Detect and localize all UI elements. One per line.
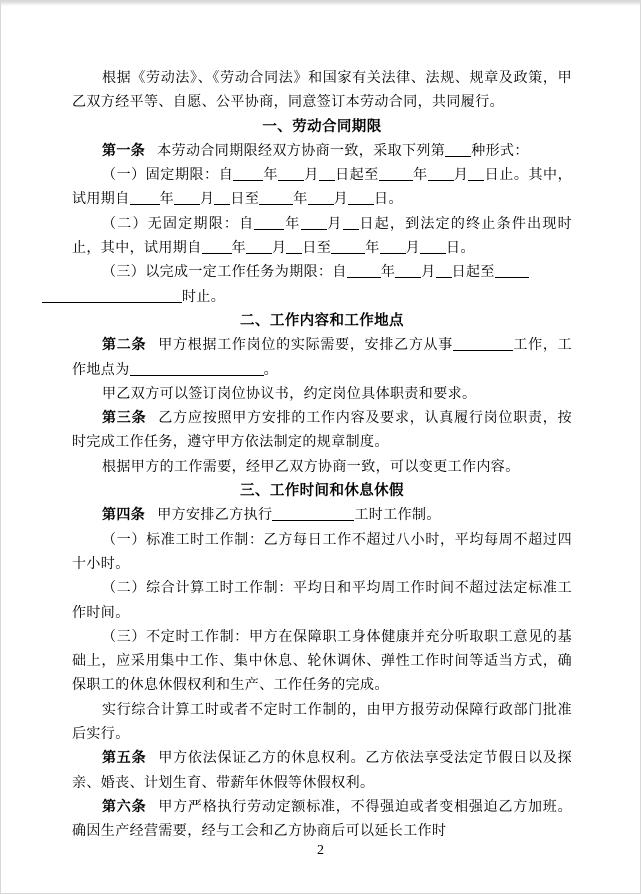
article-1-option-1 — [72, 163, 572, 212]
article-4 — [72, 503, 572, 527]
article-2-text: 工作，工作地点为 — [72, 337, 573, 378]
option-text: 时止。 — [182, 288, 226, 305]
article-6-label: 第六条 — [102, 798, 147, 815]
article-4-text: 甲方安排乙方执行 — [157, 507, 273, 524]
option-text: 日。 — [374, 191, 403, 208]
article-2-text: 甲方根据工作岗位的实际需要，安排乙方从事 — [158, 337, 454, 354]
article-1-option-3 — [72, 260, 572, 309]
article-2-text: 。 — [263, 361, 279, 378]
blank-field[interactable] — [331, 239, 365, 254]
blank-field[interactable] — [286, 239, 302, 254]
option-text: 月 — [200, 191, 215, 208]
option-text: 月 — [333, 191, 349, 208]
blank-field[interactable] — [42, 288, 182, 303]
blank-field[interactable] — [453, 336, 513, 351]
blank-field[interactable] — [420, 239, 446, 254]
blank-field[interactable] — [379, 166, 413, 181]
article-4-note: 实行综合计算工时或者不定时工作制的，由甲方报劳动保障行政部门批准后实行。 — [72, 701, 572, 743]
article-3-text: 乙方应按照甲方安排的工作内容及要求，认真履行岗位职责，按时完成工作任务，遵守甲方依法制定的规章制度。 — [72, 410, 572, 451]
blank-field[interactable] — [319, 166, 335, 181]
blank-field[interactable] — [174, 190, 200, 205]
option-text: 日起，到法定的终止条件出现时止，其中，试用期自 — [72, 215, 572, 257]
blank-field[interactable] — [246, 239, 272, 254]
article-2 — [72, 333, 572, 382]
blank-field[interactable] — [395, 263, 421, 278]
option-text: 月 — [421, 264, 436, 281]
option-text: 日。 — [446, 240, 475, 257]
blank-field[interactable] — [254, 215, 284, 230]
option-text: 月 — [326, 215, 343, 232]
option-text: 年 — [284, 215, 301, 232]
section-2-title: 二、工作内容和工作地点 — [240, 312, 404, 329]
article-4-text: 工时工作制。 — [354, 507, 441, 524]
option-text: 日至 — [230, 191, 260, 208]
document-body — [72, 66, 572, 844]
option-text: （二）无固定期限：自 — [102, 215, 255, 232]
article-6 — [72, 795, 572, 844]
blank-field[interactable] — [272, 506, 354, 521]
option-text: （一）固定期限：自 — [102, 167, 234, 184]
article-3-note: 根据甲方的工作需要，经甲乙双方协商一致，可以变更工作内容。 — [102, 458, 520, 475]
blank-field[interactable] — [308, 190, 334, 205]
page-number: 2 — [317, 843, 324, 858]
blank-field[interactable] — [436, 263, 452, 278]
blank-field[interactable] — [233, 166, 263, 181]
section-3-title: 三、工作时间和休息休假 — [240, 483, 404, 500]
article-4-label: 第四条 — [102, 507, 146, 524]
article-5-label: 第五条 — [102, 750, 147, 767]
blank-field[interactable] — [445, 142, 471, 157]
option-text: （三）以完成一定工作任务为期限：自 — [102, 264, 347, 281]
blank-field[interactable] — [348, 190, 374, 205]
article-4-option-1: （一）标准工时工作制：乙方每日工作不超过八小时，平均每周不超过四十小时。 — [72, 531, 572, 572]
article-4-option-3: （三）不定时工作制：甲方在保障职工身体健康并充分听取职工意见的基础上，应采用集中工作、集中休息、轮休调休、弹性工作时间等适当方式，确保职工的休息休假权利和生产、工作任务的完成。 — [72, 628, 572, 694]
option-text: 月 — [405, 240, 421, 257]
option-text: 日起至 — [451, 264, 495, 281]
article-1-text: 本劳动合同期限经双方协商一致，采取下列第 — [157, 142, 446, 159]
blank-field[interactable] — [347, 263, 381, 278]
article-4-option-2: （二）综合计算工时工作制：平均日和平均周工作时间不超过法定标准工作时间。 — [72, 580, 572, 621]
article-1-option-2 — [72, 212, 572, 261]
blank-field[interactable] — [202, 239, 232, 254]
blank-field[interactable] — [495, 263, 529, 278]
option-text: 年 — [380, 264, 396, 281]
option-text: 日止。其中，试用期自 — [72, 167, 573, 208]
blank-field[interactable] — [301, 215, 327, 230]
article-6-text: 甲方严格执行劳动定额标准，不得强迫或者变相强迫乙方加班。确因生产经营需要，经与工会和乙方协商后可以延长工作时 — [72, 798, 572, 840]
article-1 — [72, 139, 572, 163]
option-text: 年 — [263, 167, 279, 184]
blank-field[interactable] — [428, 166, 454, 181]
option-text: 年 — [293, 191, 308, 208]
blank-field[interactable] — [130, 190, 160, 205]
article-2-note: 甲乙双方可以签订岗位协议书，约定岗位具体职责和要求。 — [102, 385, 477, 402]
blank-field[interactable] — [343, 215, 359, 230]
article-1-text-end: 种形式： — [471, 142, 529, 159]
blank-field[interactable] — [278, 166, 304, 181]
option-text: 年 — [412, 167, 428, 184]
blank-field[interactable] — [259, 190, 293, 205]
blank-field[interactable] — [468, 166, 484, 181]
article-3-label: 第三条 — [102, 410, 147, 427]
option-text: 年 — [365, 240, 380, 257]
option-text: 年 — [231, 240, 247, 257]
article-2-label: 第二条 — [102, 337, 147, 354]
blank-field[interactable] — [380, 239, 406, 254]
article-5-text: 甲方依法保证乙方的休息权利。乙方依法享受法定节假日以及探亲、婚丧、计划生育、带薪年休假等休假权利。 — [72, 750, 572, 791]
option-text: 日至 — [302, 240, 332, 257]
option-text: 年 — [159, 191, 175, 208]
option-text: 月 — [453, 167, 469, 184]
intro-paragraph: 根据《劳动法》、《劳动合同法》和国家有关法律、法规、规章及政策，甲乙双方经平等、自愿、公平协商，同意签订本劳动合同，共同履行。 — [72, 70, 572, 111]
option-text: 日起至 — [334, 167, 379, 184]
blank-field[interactable] — [130, 361, 264, 376]
blank-field[interactable] — [214, 190, 230, 205]
option-text: 月 — [272, 240, 287, 257]
article-1-label: 第一条 — [102, 142, 146, 159]
article-5 — [72, 746, 572, 795]
option-text: 月 — [304, 167, 319, 184]
article-3 — [72, 406, 572, 455]
section-1-title: 一、劳动合同期限 — [262, 118, 382, 135]
